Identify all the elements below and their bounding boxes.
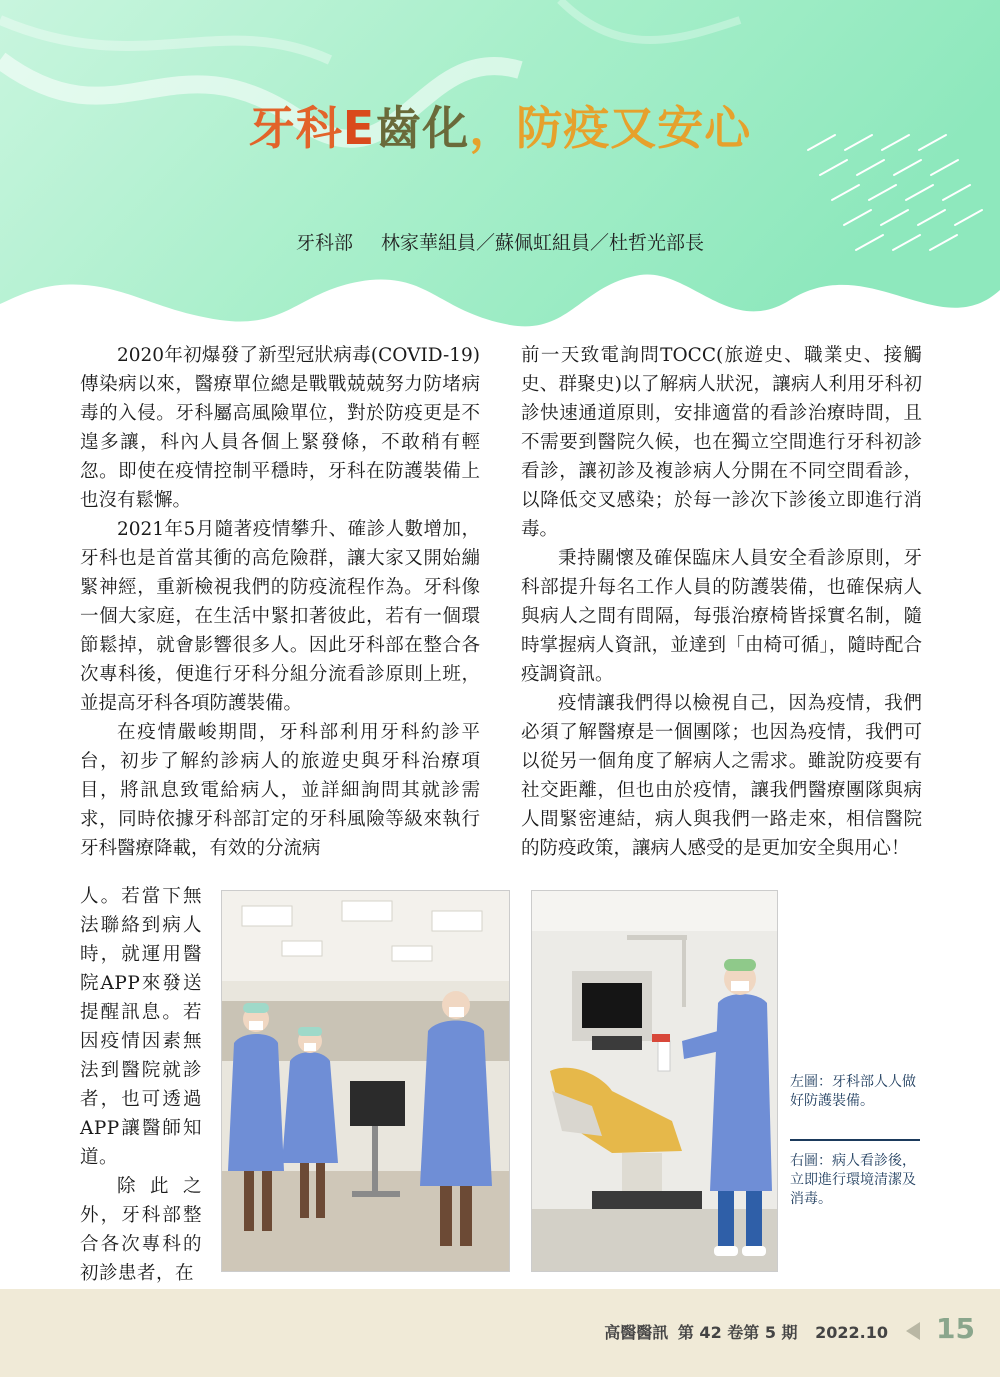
title-part-e: E [342,101,376,155]
footer-publication-info [600,1320,888,1343]
page-number: 15 [936,1312,975,1345]
byline-department: 牙科部 [295,232,353,254]
footer-volume: 第 42 卷第 5 期 [677,1323,798,1342]
chair-photo-illustration [532,891,777,1271]
footer-triangle-icon [906,1322,920,1340]
paragraph: 2020年初爆發了新型冠狀病毒(COVID-19)傳染病以來，醫療單位總是戰戰兢兢努力防堵病毒的入侵。牙科屬高風險單位，對於防疫更是不遑多讓，科內人員各個上緊發條，不敢稍有輕忽。即使在疫情控制平穩時，牙科在防護裝備上也沒有鬆懈。 [80,345,480,511]
caption-divider [790,1139,920,1141]
paragraph: 秉持關懷及確保臨床人員安全看診原則，牙科部提升每名工作人員的防護裝備，也確保病人與病人之間有間隔，每張治療椅皆採實名制，隨時掌握病人資訊，並達到「由椅可循」，隨時配合疫調資訊。 [521,548,922,685]
caption-right-photo: 右圖：病人看診後，立即進行環境清潔及消毒。 [790,1153,916,1207]
photo-disinfecting-dental-chair [531,890,778,1272]
staff-photo-illustration [222,891,509,1271]
footer-publication: 高醫醫訊 [604,1323,669,1342]
paragraph: 前一天致電詢問TOCC(旅遊史、職業史、接觸史、群聚史)以了解病人狀況，讓病人利用牙科初診快速通道原則，安排適當的看診治療時間，且不需要到醫院久候，也在獨立空間進行牙科初診看診，讓初診及複診病人分開在不同空間看診，以降低交叉感染；於每一診次下診後立即進行消毒。 [521,345,922,540]
header-background [0,0,1000,340]
title-part-teeth: 齒化 [375,101,470,155]
photo-staff-protective-gear [221,890,510,1272]
byline-authors: 林家華組員／蘇佩虹組員／杜哲光部長 [381,232,705,254]
title-part-dental: 牙科 [248,101,343,155]
byline [0,228,1000,255]
title-part-epidemic: ，防疫又安心 [469,101,752,155]
paragraph: 2021年5月隨著疫情攀升、確診人數增加，牙科也是首當其衝的高危險群，讓大家又開始繃緊神經，重新檢視我們的防疫流程作為。牙科像一個大家庭，在生活中緊扣著彼此，若有一個環節鬆掉，就會影響很多人。因此牙科部在整合各次專科後，便進行牙科分組分流看診原則上班，並提高牙科各項防護裝備。 [80,519,480,714]
caption-left-photo: 左圖：牙科部人人做好防護裝備。 [790,1074,916,1109]
column-left-continued [80,882,202,1288]
paragraph: 人。若當下無法聯絡到病人時，就運用醫院APP來發送提醒訊息。若因疫情因素無法到醫院就診者，也可透過APP讓醫師知道。 [80,886,202,1168]
column-left [80,341,480,863]
column-right [521,341,922,863]
article-title [0,92,1000,158]
paragraph: 疫情讓我們得以檢視自己，因為疫情，我們必須了解醫療是一個團隊；也因為疫情，我們可以從另一個角度了解病人之需求。雖說防疫要有社交距離，但也由於疫情，讓我們醫療團隊與病人間緊密連結，病人與我們一路走來，相信醫院的防疫政策，讓病人感受的是更加安全與用心！ [521,693,922,859]
paragraph: 在疫情嚴峻期間，牙科部利用牙科約診平台，初步了解約診病人的旅遊史與牙科治療項目，將訊息致電給病人，並詳細詢問其就診需求，同時依據牙科部訂定的牙科風險等級來執行牙科醫療降載，有效的分流病 [80,722,480,859]
footer-date: 2022.10 [815,1323,888,1342]
paragraph: 除此之外，牙科部整合各次專科的初診患者，在 [80,1176,202,1284]
